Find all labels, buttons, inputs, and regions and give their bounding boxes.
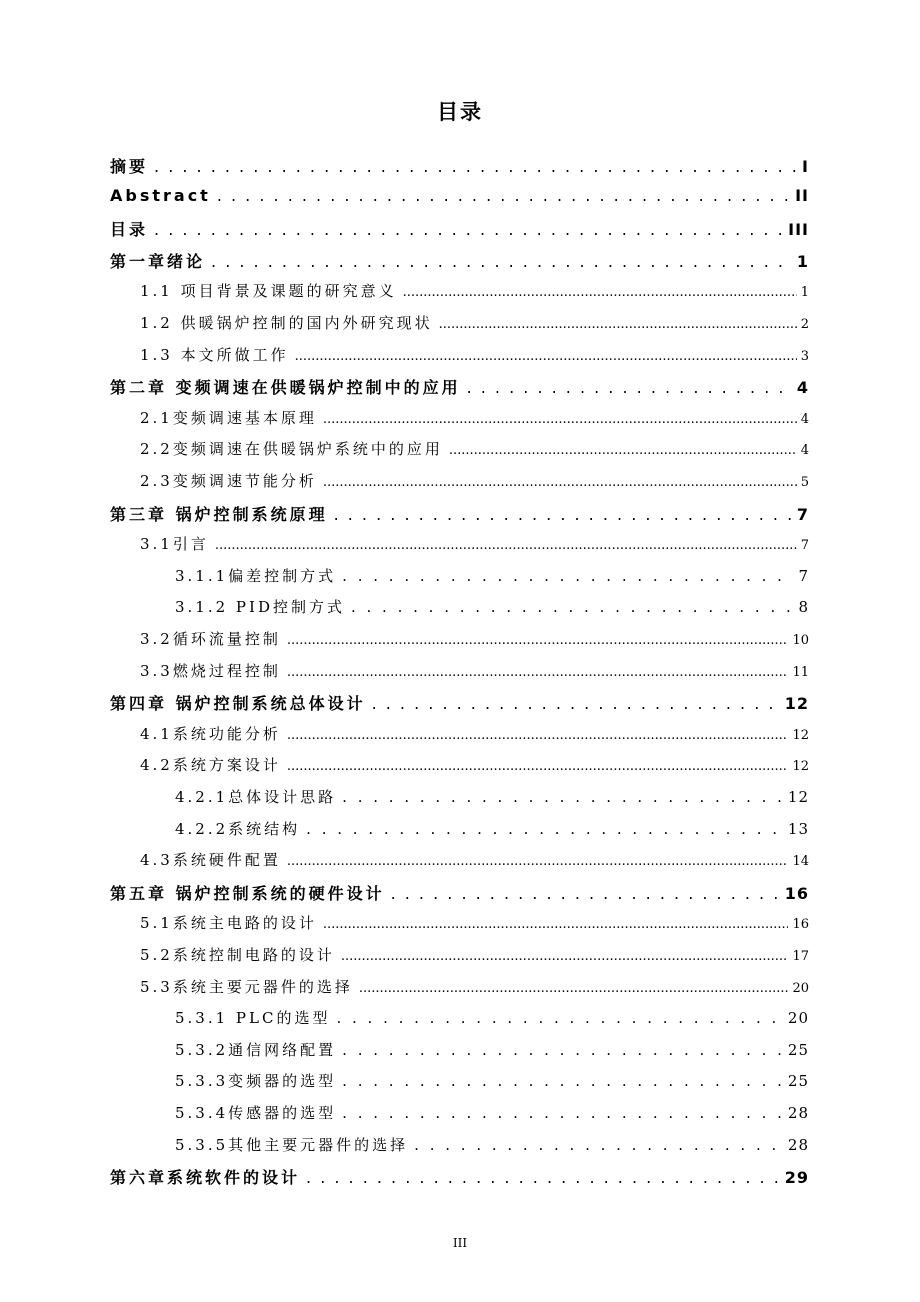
toc-entry-label: 5.3.5其他主要元器件的选择 — [175, 1135, 409, 1154]
toc-dot-leader — [467, 378, 793, 397]
toc-dot-leader — [351, 598, 794, 616]
toc-entry-page-number: 28 — [787, 1104, 809, 1122]
toc-entry-page-number: 4 — [800, 411, 809, 427]
toc-dot-leader — [449, 440, 797, 458]
toc-dot-leader — [439, 314, 797, 332]
toc-entry-label: 5.3系统主要元器件的选择 — [140, 977, 353, 996]
toc-dot-leader — [336, 1009, 783, 1027]
toc-entry-page-number: I — [802, 157, 809, 176]
toc-entry[interactable] — [110, 691, 809, 721]
toc-entry[interactable] — [140, 312, 809, 342]
toc-entry-page-number: 4 — [796, 378, 809, 398]
toc-entry-label: Abstract — [110, 185, 211, 205]
toc-dot-leader — [295, 346, 797, 364]
toc-entry[interactable] — [140, 344, 809, 374]
toc-dot-leader — [342, 1041, 784, 1059]
toc-entry-page-number: 16 — [792, 917, 809, 933]
toc-entry-page-number: 20 — [787, 1009, 809, 1028]
toc-entry[interactable] — [140, 754, 809, 784]
toc-entry-page-number: 17 — [792, 949, 809, 964]
toc-entry[interactable] — [110, 502, 809, 532]
toc-entry-label: 4.3系统硬件配置 — [140, 851, 281, 870]
toc-entry[interactable] — [140, 280, 809, 310]
toc-entry-label: 3.2循环流量控制 — [140, 630, 281, 648]
toc-entry-page-number: 1 — [800, 285, 809, 301]
toc-dot-leader — [287, 630, 789, 648]
toc-entry-page-number: 7 — [800, 538, 809, 554]
toc-dot-leader — [323, 472, 797, 490]
toc-entry[interactable] — [110, 1165, 809, 1195]
toc-entry[interactable] — [175, 1070, 809, 1100]
toc-entry-page-number: 4 — [800, 443, 809, 459]
toc-entry-page-number: 12 — [792, 759, 809, 775]
toc-entry[interactable] — [175, 565, 809, 595]
toc-entry[interactable] — [140, 976, 809, 1006]
toc-entry-label: 2.1变频调速基本原理 — [140, 408, 317, 427]
toc-entry[interactable] — [110, 881, 809, 911]
toc-entry-label: 4.2.2系统结构 — [175, 819, 301, 838]
toc-entry[interactable] — [110, 154, 809, 184]
toc-entry-label: 第一章绪论 — [110, 251, 206, 271]
toc-entry[interactable] — [175, 596, 809, 626]
toc-entry[interactable] — [140, 660, 809, 690]
toc-dot-leader — [359, 978, 789, 996]
toc-entry[interactable] — [175, 1102, 809, 1132]
page-title: 目录 — [437, 100, 483, 124]
toc-entry-label: 3.1.1偏差控制方式 — [175, 566, 337, 585]
toc-entry-label: 第五章 锅炉控制系统的硬件设计 — [110, 883, 385, 903]
toc-entry[interactable] — [110, 375, 809, 405]
toc-entry-label: 5.3.3变频器的选型 — [175, 1072, 337, 1091]
toc-entry[interactable] — [140, 533, 809, 563]
toc-dot-leader — [306, 1168, 781, 1187]
toc-entry-page-number: 25 — [787, 1072, 809, 1091]
toc-entry[interactable] — [175, 818, 809, 848]
toc-dot-leader — [323, 409, 797, 427]
toc-entry-page-number: 16 — [784, 883, 809, 903]
toc-entry[interactable] — [140, 849, 809, 879]
toc-entry[interactable] — [110, 217, 809, 247]
toc-entry[interactable] — [110, 249, 809, 279]
toc-entry-label: 1.3 本文所做工作 — [140, 345, 289, 364]
toc-entry[interactable] — [175, 786, 809, 816]
toc-entry-page-number: 1 — [796, 251, 809, 271]
toc-entry-page-number: 5 — [800, 475, 809, 490]
toc-entry-page-number: 20 — [792, 980, 809, 996]
toc-dot-leader — [306, 820, 784, 838]
toc-entry-page-number: 13 — [787, 819, 809, 838]
toc-entry-page-number: 12 — [784, 694, 809, 714]
toc-entry-page-number: 25 — [787, 1040, 809, 1059]
toc-entry-page-number: 3 — [800, 348, 809, 364]
toc-entry[interactable] — [140, 944, 809, 974]
toc-entry-label: 2.3变频调速节能分析 — [140, 472, 317, 490]
toc-dot-leader — [287, 851, 789, 869]
toc-entry-page-number: 28 — [787, 1135, 809, 1154]
toc-entry-page-number: 12 — [787, 788, 809, 806]
page-number-footer: III — [452, 1236, 468, 1250]
toc-entry-label: 3.1.2 PID控制方式 — [175, 598, 345, 617]
toc-dot-leader — [215, 535, 797, 553]
toc-entry-label: 3.1引言 — [140, 535, 209, 554]
toc-entry-page-number: 7 — [798, 566, 809, 585]
toc-dot-leader — [211, 252, 793, 271]
toc-entry-label: 第二章 变频调速在供暖锅炉控制中的应用 — [110, 378, 461, 398]
toc-entry[interactable] — [110, 186, 809, 216]
toc-entry-label: 5.3.1 PLC的选型 — [175, 1009, 331, 1028]
toc-dot-leader — [154, 220, 784, 239]
toc-dot-leader — [342, 1072, 784, 1090]
toc-entry[interactable] — [140, 912, 809, 942]
toc-dot-leader — [341, 946, 789, 964]
toc-entry-label: 5.3.4传感器的选型 — [175, 1104, 337, 1122]
toc-entry[interactable] — [140, 407, 809, 437]
toc-entry-label: 第六章系统软件的设计 — [110, 1168, 301, 1188]
toc-entry-page-number: 2 — [800, 317, 809, 332]
toc-dot-leader — [372, 694, 781, 713]
toc-entry-label: 目录 — [110, 220, 149, 240]
toc-entry[interactable] — [140, 470, 809, 500]
toc-entry[interactable] — [175, 1134, 809, 1164]
toc-dot-leader — [342, 567, 794, 585]
toc-entry-label: 5.3.2通信网络配置 — [175, 1040, 337, 1059]
toc-dot-leader — [414, 1136, 784, 1154]
toc-entry-label: 3.3燃烧过程控制 — [140, 661, 281, 680]
toc-entry-label: 摘要 — [110, 157, 149, 176]
toc-entry[interactable] — [140, 628, 809, 658]
toc-entry-page-number: 14 — [792, 854, 809, 870]
toc-entry[interactable] — [175, 1039, 809, 1069]
toc-dot-leader — [154, 157, 798, 176]
toc-dot-leader — [342, 1104, 784, 1122]
toc-entry-label: 4.2系统方案设计 — [140, 756, 281, 775]
toc-dot-leader — [323, 914, 789, 932]
toc-entry[interactable] — [140, 723, 809, 753]
toc-entry-page-number: 11 — [792, 664, 809, 680]
toc-entry-page-number: 12 — [792, 727, 809, 743]
toc-dot-leader — [334, 505, 793, 524]
toc-entry[interactable] — [175, 1007, 809, 1037]
toc-entry-page-number: III — [788, 220, 809, 240]
toc-entry-page-number: 29 — [784, 1168, 809, 1188]
toc-dot-leader — [391, 884, 781, 903]
toc-dot-leader — [287, 725, 789, 743]
toc-dot-leader — [287, 662, 789, 680]
toc-entry-label: 5.1系统主电路的设计 — [140, 914, 317, 933]
toc-entry-label: 第四章 锅炉控制系统总体设计 — [110, 694, 366, 714]
toc-entry-page-number: 7 — [796, 504, 809, 524]
toc-entry-label: 第三章 锅炉控制系统原理 — [110, 504, 328, 524]
toc-dot-leader — [342, 788, 784, 806]
toc-entry-page-number: 8 — [798, 598, 809, 617]
toc-entry-page-number: II — [795, 185, 809, 205]
toc-entry[interactable] — [140, 438, 809, 468]
toc-entry-label: 1.2 供暖锅炉控制的国内外研究现状 — [140, 314, 433, 332]
toc-dot-leader — [403, 282, 797, 300]
toc-dot-leader — [287, 756, 789, 774]
toc-entry-label: 4.2.1总体设计思路 — [175, 788, 337, 806]
toc-entry-label: 2.2变频调速在供暖锅炉系统中的应用 — [140, 440, 443, 459]
toc-entry-label: 5.2系统控制电路的设计 — [140, 946, 335, 964]
toc-dot-leader — [217, 186, 791, 205]
toc-entry-label: 4.1系统功能分析 — [140, 724, 281, 743]
toc-entry-label: 1.1 项目背景及课题的研究意义 — [140, 282, 397, 301]
toc-entry-page-number: 10 — [792, 633, 809, 648]
